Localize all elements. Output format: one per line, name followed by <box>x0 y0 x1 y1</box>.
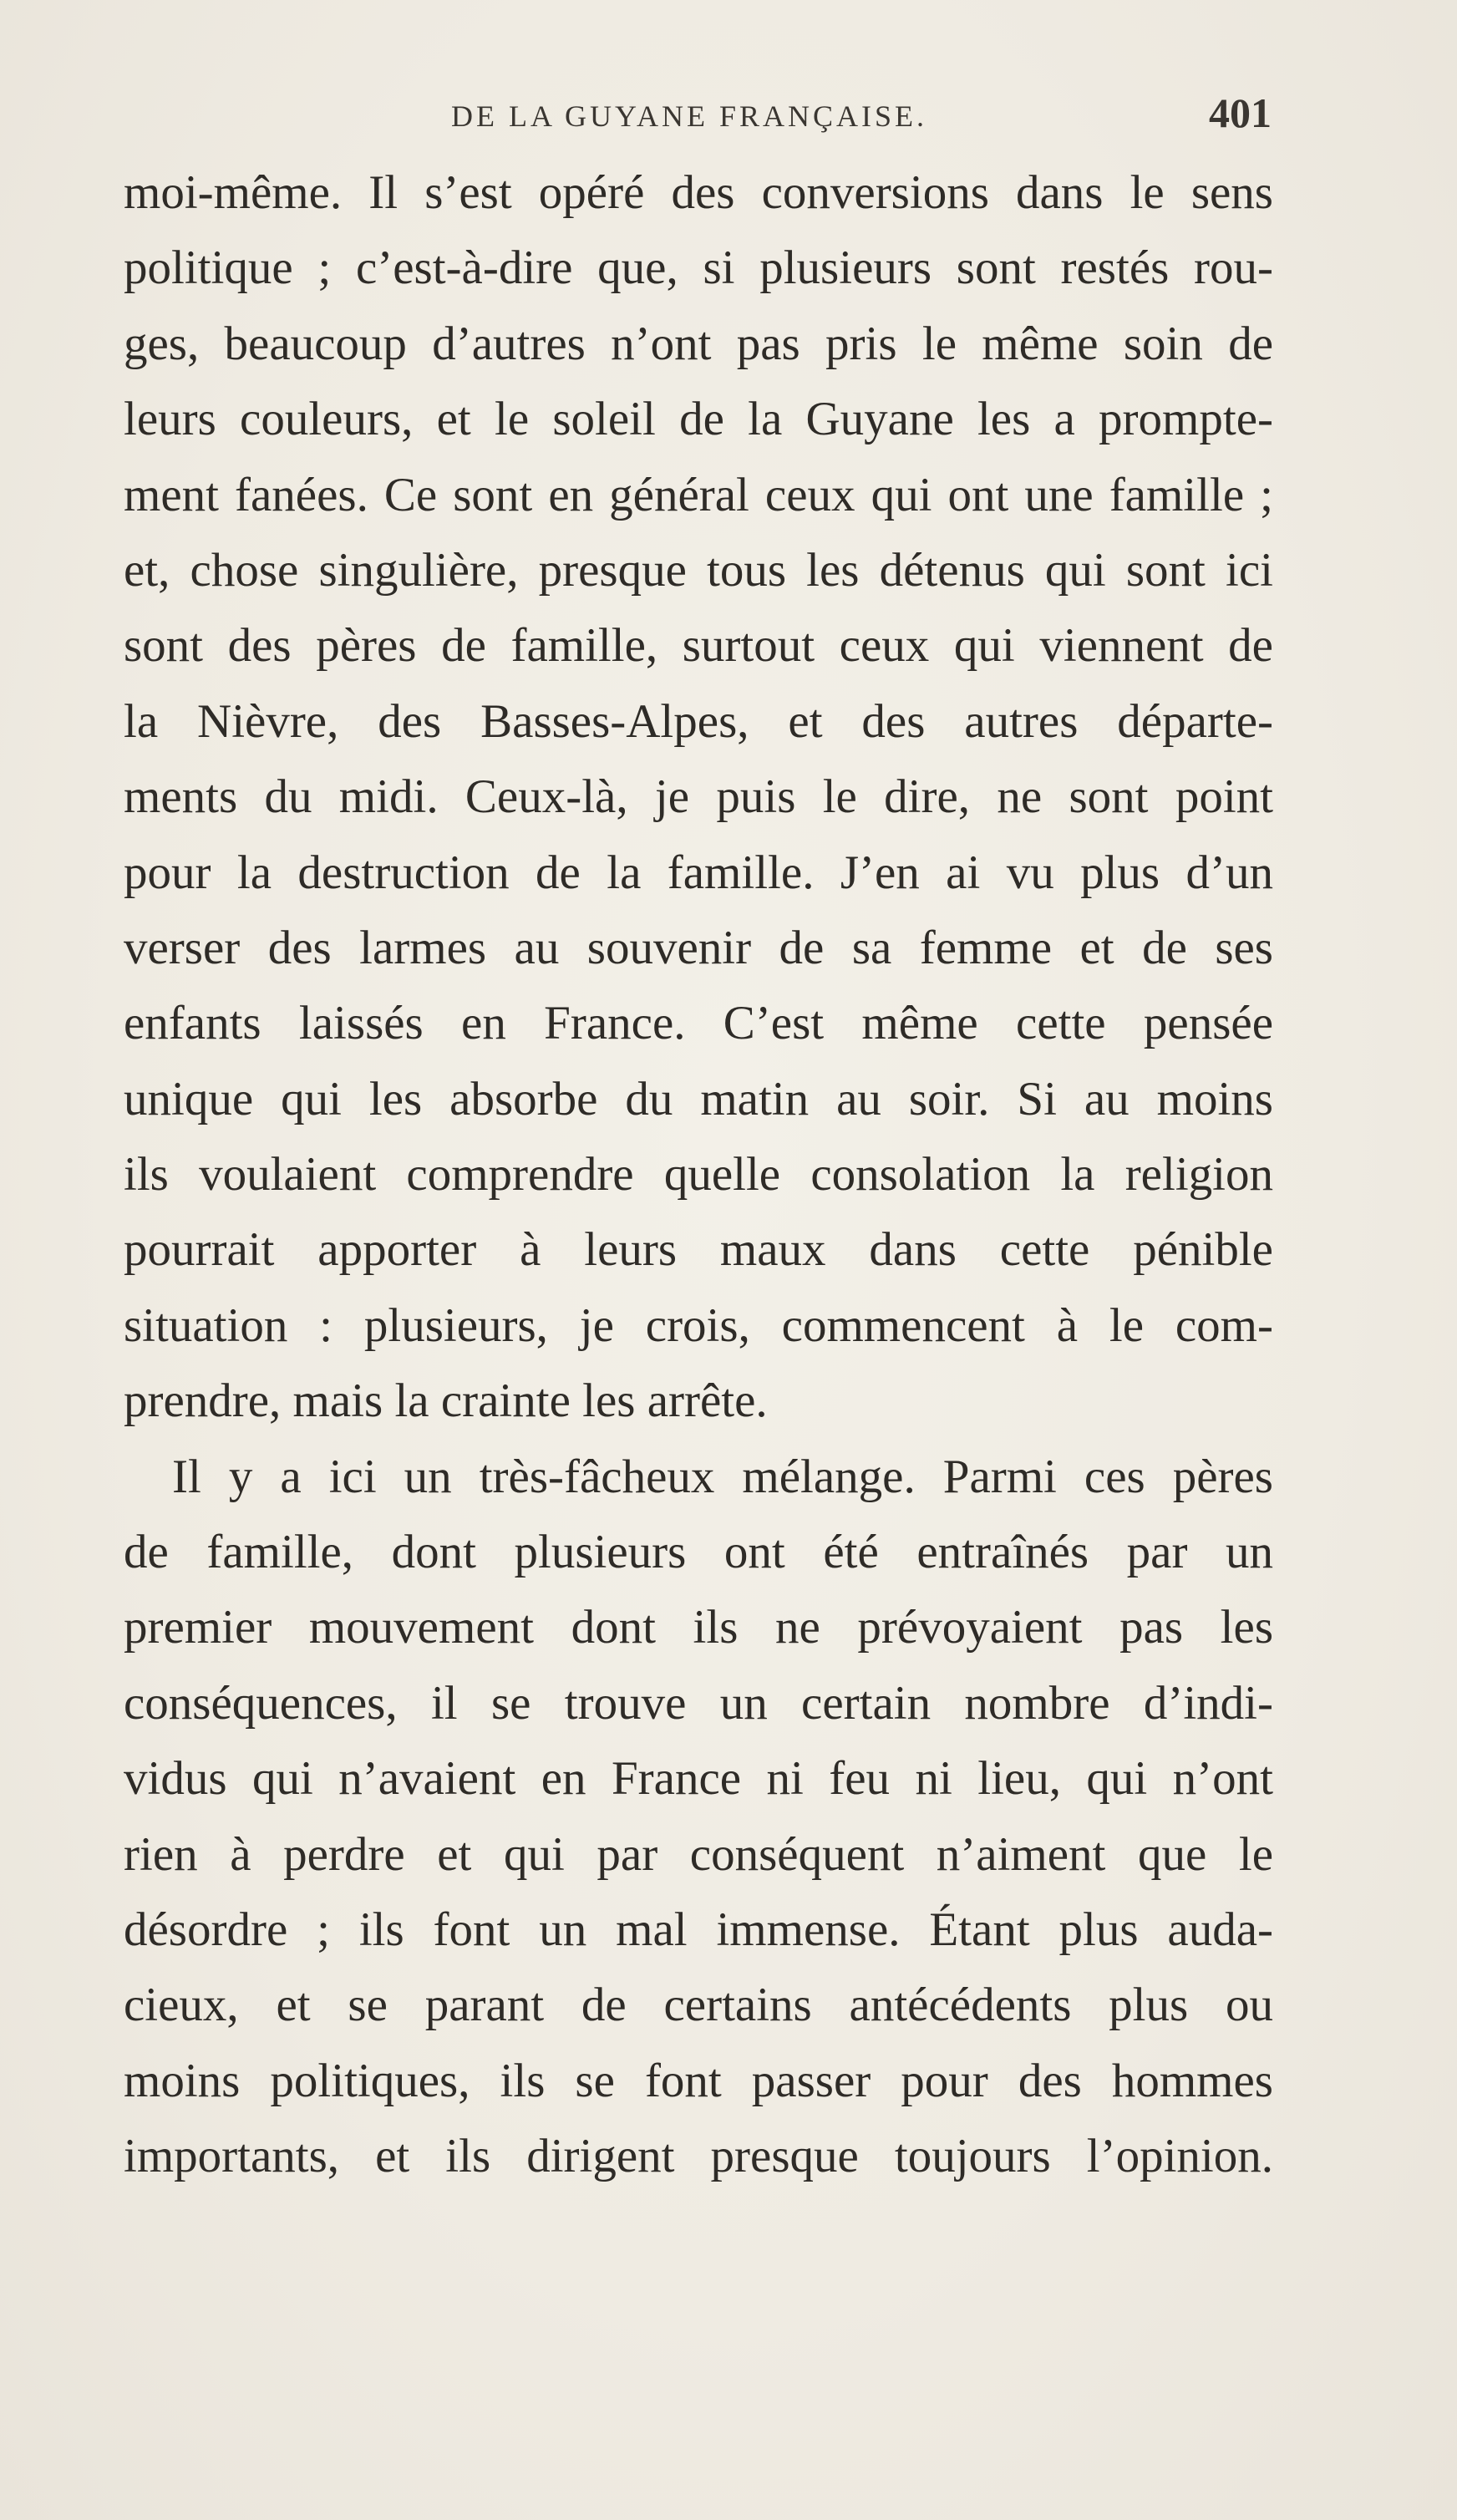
text-line: ils voulaient comprendre quelle consolation la religion <box>124 1148 1273 1202</box>
text-line: ment fanées. Ce sont en général ceux qui ont une famille ; <box>124 468 1273 521</box>
text-line: unique qui les absorbe du matin au soir. Si au moins <box>124 1072 1273 1125</box>
text-line: vidus qui n’avaient en France ni feu ni lieu, qui n’ont <box>124 1752 1273 1806</box>
text-line: et, chose singulière, presque tous les détenus qui sont ici <box>124 543 1273 597</box>
text-line: cieux, et se parant de certains antécédents plus ou <box>124 1979 1273 2032</box>
text-line: pourrait apporter à leurs maux dans cette pénible <box>124 1223 1273 1277</box>
body-text <box>124 155 1273 2195</box>
text-line: situation : plusieurs, je crois, commencent à le com- <box>124 1298 1273 1352</box>
page-number: 401 <box>1209 89 1272 136</box>
text-line: ments du midi. Ceux-là, je puis le dire, ne sont point <box>124 770 1273 824</box>
text-line: leurs couleurs, et le soleil de la Guyane les a prompte- <box>124 393 1273 446</box>
text-line: conséquences, il se trouve un certain nombre d’indi- <box>124 1676 1273 1730</box>
text-line: la Nièvre, des Basses-Alpes, et des autres départe- <box>124 694 1273 748</box>
text-line: rien à perdre et qui par conséquent n’aiment que le <box>124 1827 1273 1881</box>
text-line: moins politiques, ils se font passer pour des hommes <box>124 2054 1273 2107</box>
text-line: importants, et ils dirigent presque toujours l’opinion. <box>124 2130 1273 2183</box>
text-line: désordre ; ils font un mal immense. Étant plus auda- <box>124 1903 1273 1956</box>
paragraph-end-line: prendre, mais la crainte les arrête. <box>124 1374 768 1428</box>
running-head: DE LA GUYANE FRANÇAISE. <box>451 99 928 133</box>
paragraph-start-line: Il y a ici un très-fâcheux mélange. Parmi ces pères <box>172 1450 1273 1503</box>
text-line: enfants laissés en France. C’est même cette pensée <box>124 997 1273 1050</box>
text-line: premier mouvement dont ils ne prévoyaient pas les <box>124 1601 1273 1654</box>
text-line: de famille, dont plusieurs ont été entraînés par un <box>124 1526 1273 1579</box>
text-line: sont des pères de famille, surtout ceux qui viennent de <box>124 619 1273 673</box>
text-line: politique ; c’est-à-dire que, si plusieurs sont restés rou- <box>124 241 1273 295</box>
page-header <box>125 87 1272 154</box>
text-line: verser des larmes au souvenir de sa femme et de ses <box>124 921 1273 974</box>
text-line: pour la destruction de la famille. J’en ai vu plus d’un <box>124 846 1273 899</box>
text-line: moi-même. Il s’est opéré des conversions dans le sens <box>124 166 1273 219</box>
text-line: ges, beaucoup d’autres n’ont pas pris le même soin de <box>124 317 1273 370</box>
